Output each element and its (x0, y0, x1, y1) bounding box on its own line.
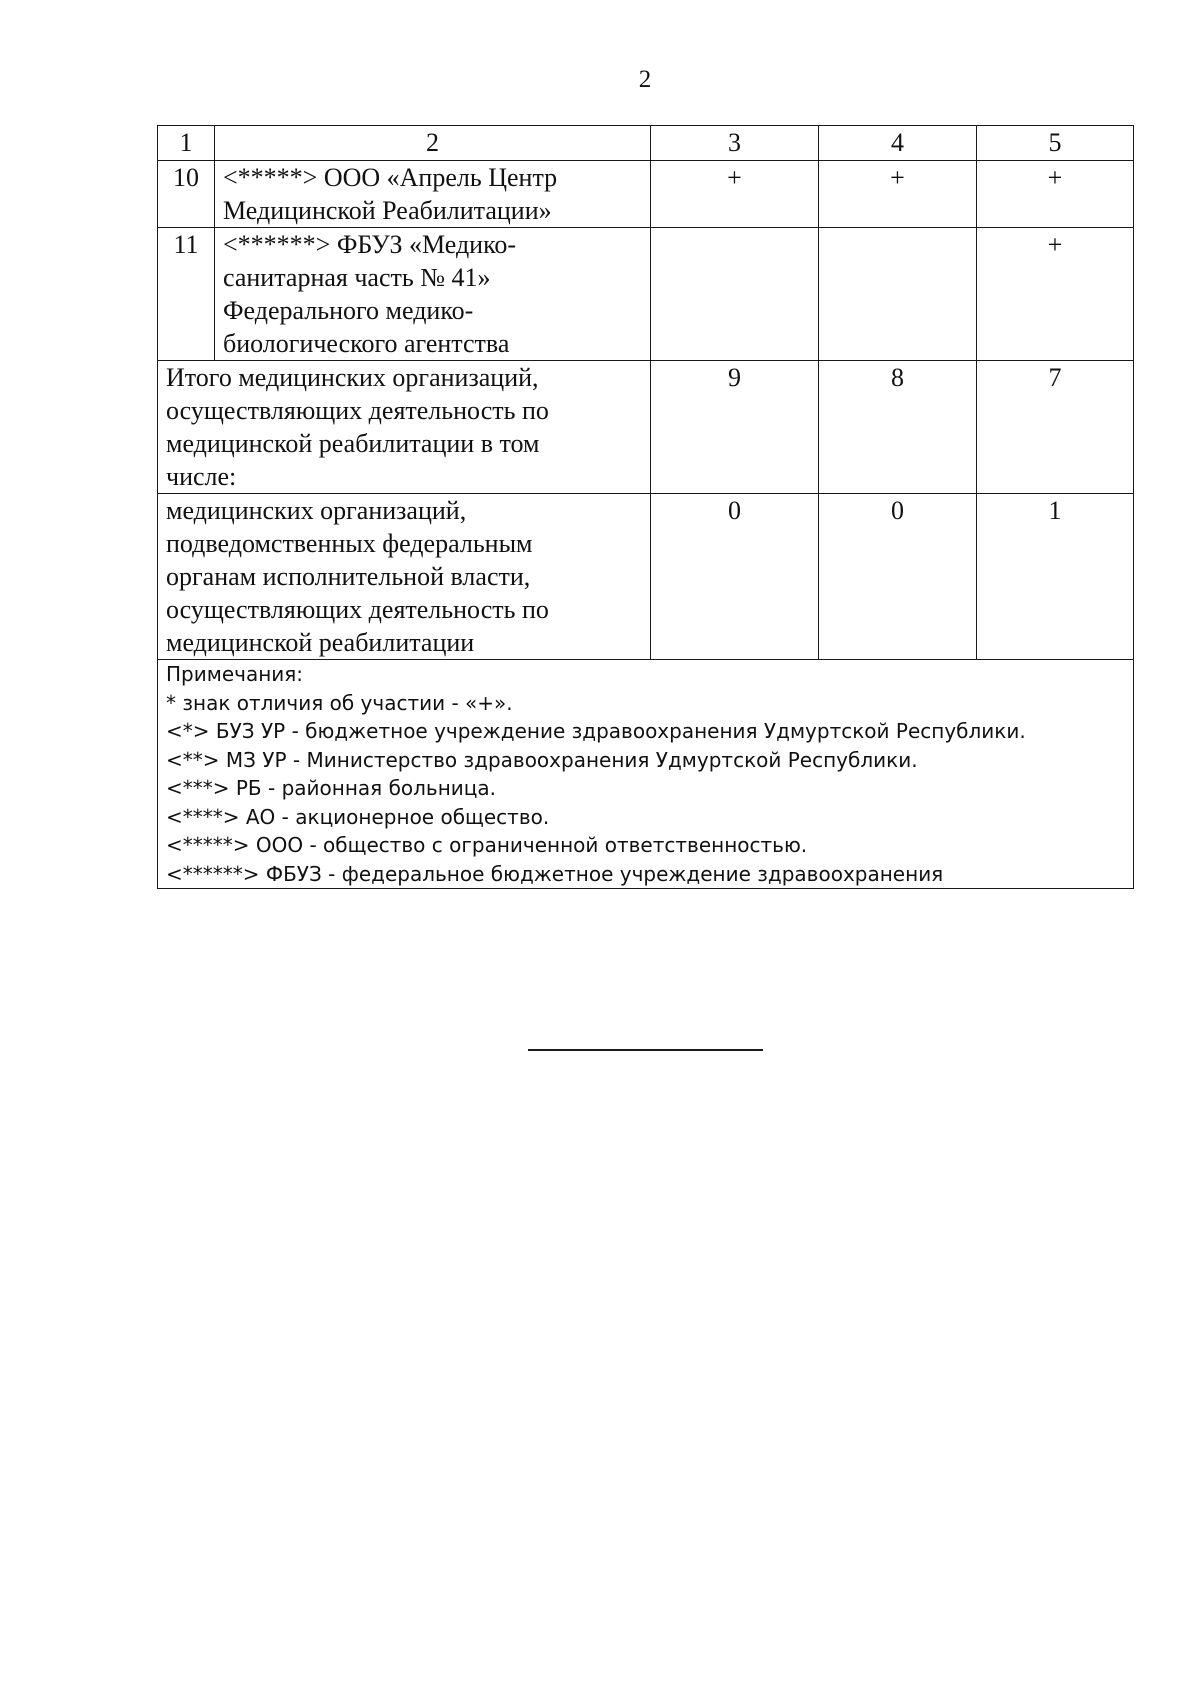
participation-col-3 (651, 228, 819, 361)
subtotal-col-4: 0 (819, 494, 977, 660)
header-col-4: 4 (819, 126, 977, 161)
note-item: <***> РБ - районная больница. (166, 776, 497, 800)
name-line: <*****> ООО «Апрель Центр (223, 163, 558, 192)
organization-name (215, 161, 651, 228)
subtotal-label-line: органам исполнительной власти, (166, 562, 531, 591)
total-col-3: 9 (651, 361, 819, 494)
total-label-line: Итого медицинских организаций, (166, 363, 539, 392)
note-item: <*> БУЗ УР - бюджетное учреждение здравоохранения Удмуртской Республики. (166, 719, 1026, 743)
note-item: <**> МЗ УР - Министерство здравоохранения Удмуртской Республики. (166, 747, 918, 772)
participation-col-4: + (819, 161, 977, 228)
note-item: * знак отличия об участии - «+». (166, 690, 513, 715)
header-col-1: 1 (158, 126, 215, 161)
subtotal-col-3: 0 (651, 494, 819, 660)
total-label (158, 361, 651, 494)
participation-col-3: + (651, 161, 819, 228)
total-col-5: 7 (977, 361, 1134, 494)
total-row (158, 361, 1134, 494)
end-separator-line (528, 1049, 763, 1051)
header-col-3: 3 (651, 126, 819, 161)
name-line: биологического агентства (223, 329, 510, 358)
header-col-5: 5 (977, 126, 1134, 161)
participation-col-4 (819, 228, 977, 361)
notes-row (158, 660, 1134, 889)
organizations-table (157, 125, 1134, 889)
total-label-line: осуществляющих деятельность по (166, 396, 549, 425)
row-number: 10 (158, 161, 215, 228)
table-row (158, 228, 1134, 361)
subtotal-label-line: осуществляющих деятельность по (166, 595, 549, 624)
name-line: Медицинской Реабилитации» (223, 196, 552, 225)
subtotal-label (158, 494, 651, 660)
subtotal-col-5: 1 (977, 494, 1134, 660)
name-line: <******> ФБУЗ «Медико- (223, 230, 517, 259)
total-label-line: медицинской реабилитации в том (166, 429, 540, 458)
total-col-4: 8 (819, 361, 977, 494)
participation-col-5: + (977, 161, 1134, 228)
page-number: 2 (638, 66, 652, 93)
notes-title: Примечания: (166, 662, 304, 686)
total-label-line: числе: (166, 462, 237, 491)
subtotal-label-line: медицинской реабилитации (166, 628, 475, 657)
note-item: <*****> ООО - общество с ограниченной ответственностью. (166, 833, 808, 857)
row-number: 11 (158, 228, 215, 361)
organization-name (215, 228, 651, 361)
header-col-2: 2 (215, 126, 651, 161)
notes (158, 660, 1134, 889)
table-header-row (158, 126, 1134, 161)
participation-col-5: + (977, 228, 1134, 361)
note-item: <******> ФБУЗ - федеральное бюджетное учреждение здравоохранения (166, 861, 944, 886)
note-item: <****> АО - акционерное общество. (166, 804, 550, 829)
name-line: санитарная часть № 41» (223, 263, 491, 292)
subtotal-label-line: медицинских организаций, (166, 496, 467, 525)
subtotal-label-line: подведомственных федеральным (166, 529, 533, 558)
subtotal-row (158, 494, 1134, 660)
table-row (158, 161, 1134, 228)
name-line: Федерального медико- (223, 296, 474, 325)
